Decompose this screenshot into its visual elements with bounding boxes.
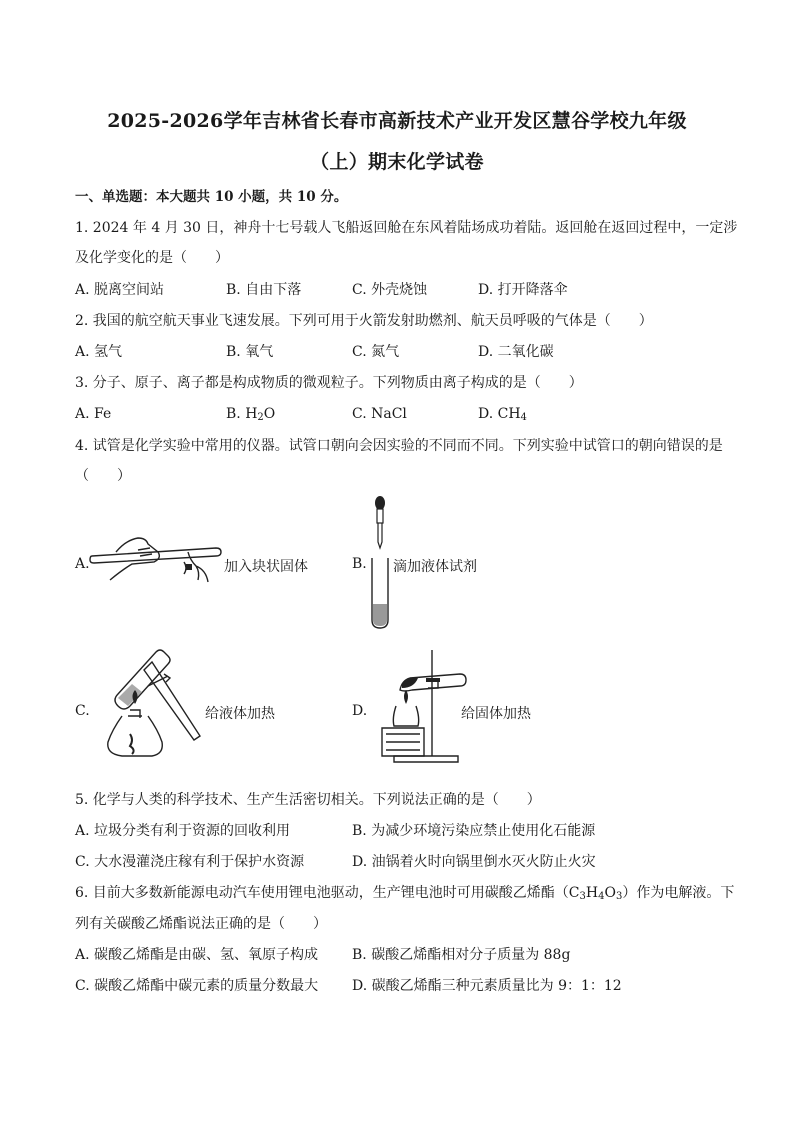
q5-option-a: A. 垃圾分类有利于资源的回收利用 <box>75 823 291 839</box>
q1-option-d: D. 打开降落伞 <box>478 282 568 298</box>
q4-figure-b-dropper <box>364 494 396 632</box>
q4-stem-line2: （ ） <box>75 468 131 484</box>
q3-option-a: A. Fe <box>75 406 112 422</box>
q1-stem-line1: 1. 2024 年 4 月 30 日，神舟十七号载人飞船返回舱在东风着陆场成功着陆。返回舱在返回过程中，一定涉 <box>75 220 738 236</box>
q5-option-b: B. 为减少环境污染应禁止使用化石能源 <box>352 823 596 839</box>
q4-figure-c-heat-liquid <box>92 634 208 762</box>
q5-option-c: C. 大水漫灌浇庄稼有利于保护水资源 <box>75 854 305 870</box>
q1-option-a: A. 脱离空间站 <box>75 282 165 298</box>
q2-stem: 2. 我国的航空航天事业飞速发展。下列可用于火箭发射助燃剂、航天员呼吸的气体是（ ） <box>75 313 653 329</box>
q1-stem-line2: 及化学变化的是（ ） <box>75 250 229 266</box>
q6-option-a: A. 碳酸乙烯酯是由碳、氢、氧原子构成 <box>75 947 319 963</box>
q4-option-d-letter: D. <box>352 703 368 719</box>
q1-option-c: C. 外壳烧蚀 <box>352 282 428 298</box>
exam-title-line2: （上）期末化学试卷 <box>310 151 484 173</box>
q4-option-c-letter: C. <box>75 703 90 719</box>
q3-option-c: C. NaCl <box>352 406 407 422</box>
q6-option-c: C. 碳酸乙烯酯中碳元素的质量分数最大 <box>75 978 319 994</box>
q2-option-d: D. 二氧化碳 <box>478 344 554 360</box>
q3-stem: 3. 分子、原子、离子都是构成物质的微观粒子。下列物质由离子构成的是（ ） <box>75 375 583 391</box>
q2-option-a: A. 氢气 <box>75 344 123 360</box>
q4-option-c-caption: 给液体加热 <box>205 706 275 722</box>
section-heading: 一、单选题：本大题共 10 小题，共 10 分。 <box>75 189 348 205</box>
q4-option-b-caption: 滴加液体试剂 <box>393 559 477 575</box>
q5-stem: 5. 化学与人类的科学技术、生产生活密切相关。下列说法正确的是（ ） <box>75 792 541 808</box>
q2-option-b: B. 氧气 <box>226 344 274 360</box>
q4-option-d-caption: 给固体加热 <box>461 706 531 722</box>
q4-figure-a-add-solid <box>88 530 224 590</box>
q6-stem-line2: 列有关碳酸乙烯酯说法正确的是（ ） <box>75 916 327 932</box>
q4-option-a-caption: 加入块状固体 <box>224 559 308 575</box>
q6-option-d: D. 碳酸乙烯酯三种元素质量比为 9：1：12 <box>352 978 622 994</box>
exam-title-line1: 2025-2026学年吉林省长春市高新技术产业开发区慧谷学校九年级 <box>107 110 687 132</box>
q4-figure-d-heat-solid <box>374 648 474 768</box>
q4-option-b-letter: B. <box>352 556 367 572</box>
q6-option-b: B. 碳酸乙烯酯相对分子质量为 88g <box>352 947 571 963</box>
q4-stem-line1: 4. 试管是化学实验中常用的仪器。试管口朝向会因实验的不同而不同。下列实验中试管口的朝向错误的是 <box>75 438 723 454</box>
q4-option-a-letter: A. <box>75 556 90 572</box>
q2-option-c: C. 氮气 <box>352 344 400 360</box>
q3-option-d: D. $CH_4$ <box>478 406 527 423</box>
q5-option-d: D. 油锅着火时向锅里倒水灭火防止火灾 <box>352 854 596 870</box>
q6-stem-line1: 6. 目前大多数新能源电动汽车使用锂电池驱动，生产锂电池时可用碳酸乙烯酯$(C_3H_4O_3)$作为电解液。下 <box>75 885 735 902</box>
q3-option-b: B. $H_2O$ <box>226 406 276 423</box>
q1-option-b: B. 自由下落 <box>226 282 302 298</box>
